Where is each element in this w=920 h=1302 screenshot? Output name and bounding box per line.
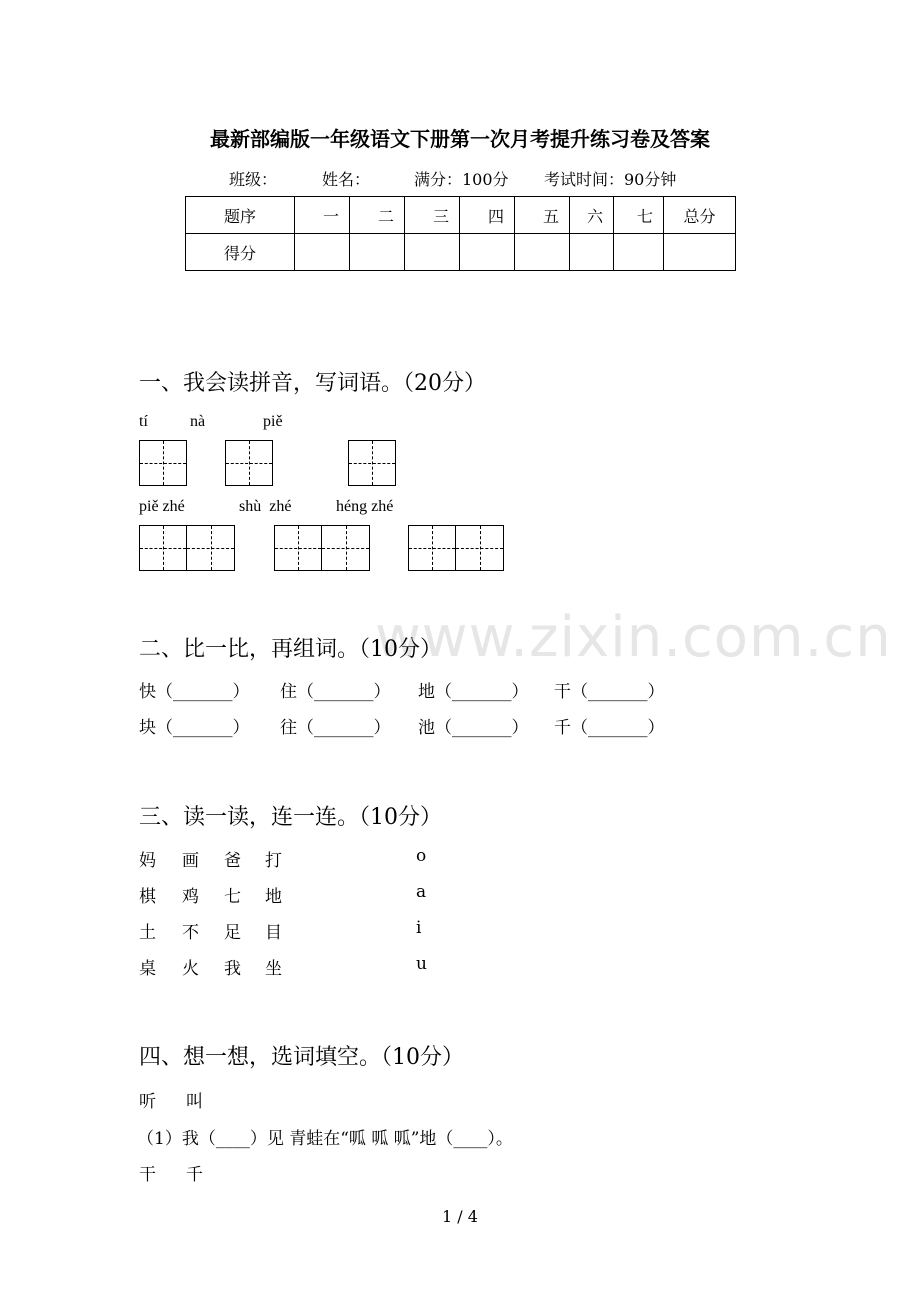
score-row-label: 得分 bbox=[186, 234, 295, 271]
match-char: 足 bbox=[224, 923, 241, 943]
word-item: 干（_______） bbox=[554, 682, 665, 702]
match-char: 目 bbox=[265, 923, 282, 943]
score-header-cell: 五 bbox=[515, 197, 570, 234]
word-item: 住（_______） bbox=[280, 682, 391, 702]
match-char: 地 bbox=[265, 887, 282, 907]
match-char: 桌 bbox=[139, 959, 156, 979]
score-table-header-row bbox=[186, 197, 736, 234]
writing-cell bbox=[139, 440, 187, 486]
word-item: 快（_______） bbox=[139, 682, 250, 702]
score-header-cell: 一 bbox=[295, 197, 350, 234]
match-char: 棋 bbox=[139, 887, 156, 907]
section4-heading: 四、想一想，选词填空。（10分） bbox=[139, 1045, 464, 1070]
score-cell bbox=[664, 234, 736, 271]
match-letter: o bbox=[416, 846, 427, 866]
option-word: 叫 bbox=[186, 1092, 203, 1112]
match-char: 鸡 bbox=[182, 887, 199, 907]
score-header-cell: 七 bbox=[614, 197, 664, 234]
pinyin: héng zhé bbox=[336, 498, 394, 515]
match-letter: u bbox=[416, 954, 427, 974]
score-header-cell: 题序 bbox=[186, 197, 295, 234]
writing-cell bbox=[225, 440, 273, 486]
match-char: 爸 bbox=[224, 851, 241, 871]
score-cell bbox=[460, 234, 515, 271]
match-char: 妈 bbox=[139, 851, 156, 871]
pinyin: piě bbox=[263, 413, 283, 430]
class-label: 班级： bbox=[229, 170, 278, 189]
word-item: 千（_______） bbox=[554, 718, 665, 738]
score-cell bbox=[614, 234, 664, 271]
score-header-cell: 三 bbox=[405, 197, 460, 234]
word-item: 池（_______） bbox=[418, 718, 529, 738]
section1-heading: 一、我会读拼音，写词语。（20分） bbox=[139, 371, 486, 396]
score-header-cell: 六 bbox=[570, 197, 614, 234]
score-cell bbox=[350, 234, 405, 271]
exam-time-label: 考试时间：90分钟 bbox=[544, 170, 677, 189]
section2-heading: 二、比一比，再组词。（10分） bbox=[139, 637, 442, 662]
writing-cell bbox=[274, 525, 322, 571]
score-header-cell: 二 bbox=[350, 197, 405, 234]
writing-cell bbox=[322, 525, 370, 571]
match-letter: a bbox=[416, 882, 427, 902]
writing-grid bbox=[274, 525, 370, 571]
writing-cell bbox=[139, 525, 187, 571]
writing-grid bbox=[139, 525, 235, 571]
watermark: www.zixin.com.cn bbox=[375, 605, 892, 670]
option-word: 千 bbox=[186, 1165, 203, 1185]
page-number: 1 / 4 bbox=[442, 1207, 478, 1226]
pinyin: shù zhé bbox=[239, 498, 292, 515]
writing-cell bbox=[408, 525, 456, 571]
score-cell bbox=[515, 234, 570, 271]
full-score-label: 满分：100分 bbox=[414, 170, 509, 189]
section3-heading: 三、读一读，连一连。（10分） bbox=[139, 805, 442, 830]
page-title: 最新部编版一年级语文下册第一次月考提升练习卷及答案 bbox=[210, 127, 710, 151]
score-table-score-row bbox=[186, 234, 736, 271]
writing-grid bbox=[225, 440, 273, 486]
score-header-cell: 总分 bbox=[664, 197, 736, 234]
writing-grid bbox=[408, 525, 504, 571]
name-label: 姓名： bbox=[322, 170, 371, 189]
word-item: 地（_______） bbox=[418, 682, 529, 702]
pinyin: nà bbox=[190, 413, 206, 430]
match-char: 土 bbox=[139, 923, 156, 943]
writing-cell bbox=[456, 525, 504, 571]
match-char: 火 bbox=[182, 959, 199, 979]
match-char: 打 bbox=[265, 851, 282, 871]
match-char: 七 bbox=[224, 887, 241, 907]
match-char: 画 bbox=[182, 851, 199, 871]
match-char: 不 bbox=[182, 923, 199, 943]
match-char: 我 bbox=[224, 959, 241, 979]
pinyin: tí bbox=[139, 413, 148, 430]
score-table bbox=[185, 196, 736, 271]
word-item: 块（_______） bbox=[139, 718, 250, 738]
option-word: 干 bbox=[139, 1165, 156, 1185]
fill-sentence: （1）我（____）见 青蛙在“呱 呱 呱”地（____）。 bbox=[137, 1129, 513, 1149]
pinyin: piě zhé bbox=[139, 498, 185, 515]
word-item: 往（_______） bbox=[280, 718, 391, 738]
writing-cell bbox=[187, 525, 235, 571]
writing-grid bbox=[348, 440, 396, 486]
writing-cell bbox=[348, 440, 396, 486]
option-word: 听 bbox=[139, 1092, 156, 1112]
match-letter: i bbox=[416, 918, 422, 938]
match-char: 坐 bbox=[265, 959, 282, 979]
score-cell bbox=[295, 234, 350, 271]
writing-grid bbox=[139, 440, 187, 486]
score-cell bbox=[570, 234, 614, 271]
score-cell bbox=[405, 234, 460, 271]
score-header-cell: 四 bbox=[460, 197, 515, 234]
